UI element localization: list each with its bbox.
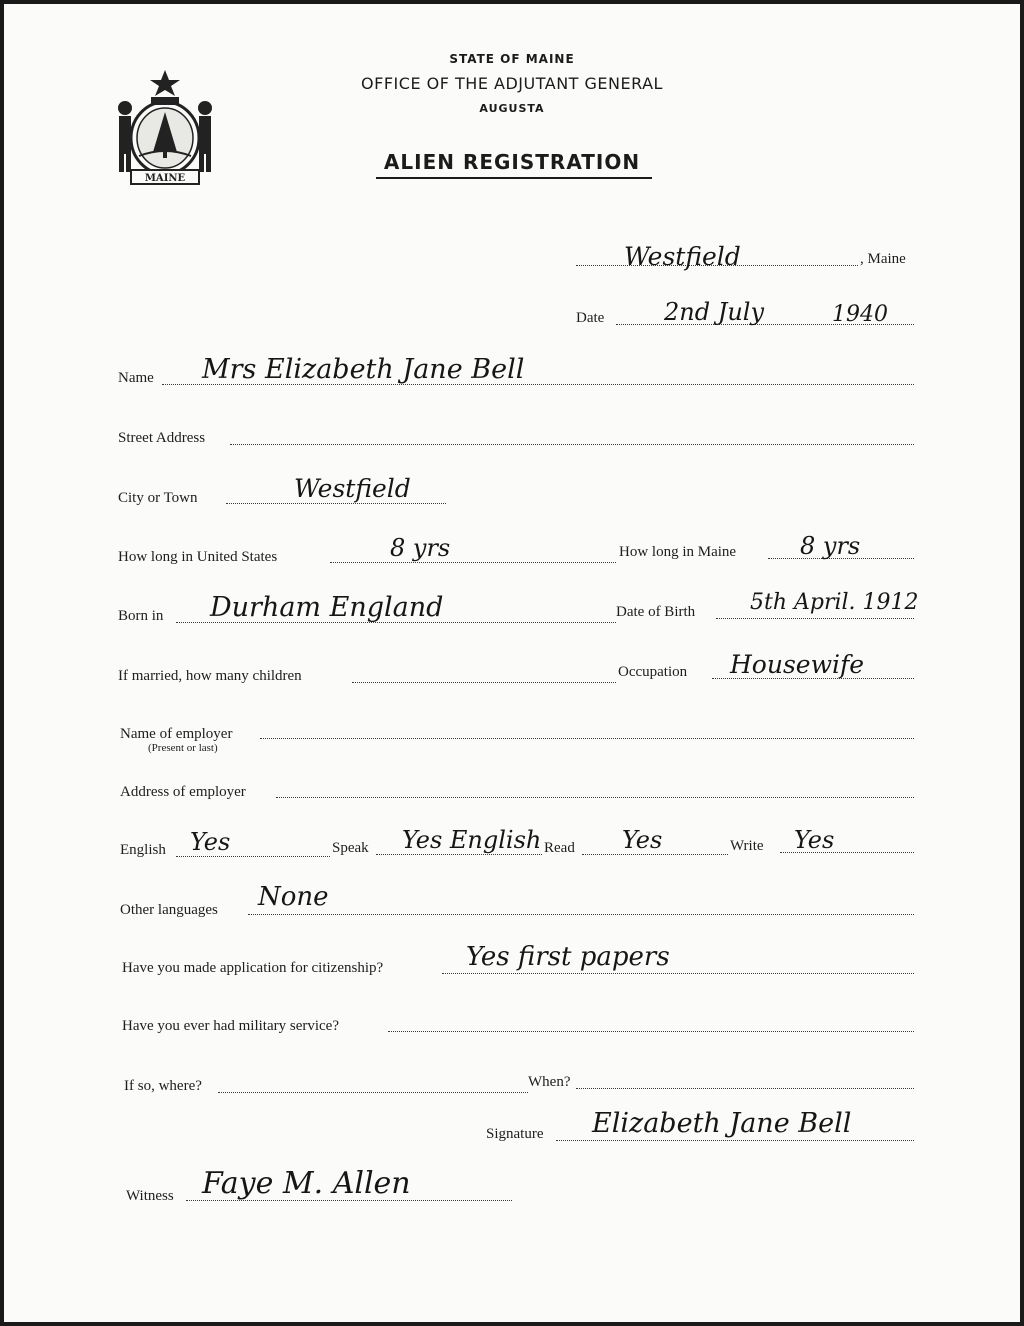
witness-value: Faye M. Allen [202, 1166, 411, 1201]
employer-address-label: Address of employer [120, 784, 246, 800]
form-title: ALIEN REGISTRATION [383, 150, 641, 174]
city-line [226, 503, 446, 504]
military-line [388, 1031, 914, 1032]
when-label: When? [528, 1074, 571, 1090]
speak-label: Speak [332, 840, 369, 856]
write-value: Yes [794, 826, 835, 854]
dob-line [716, 618, 914, 619]
when-line [576, 1088, 914, 1089]
name-value: Mrs Elizabeth Jane Bell [202, 354, 525, 385]
dob-value: 5th April. 1912 [750, 590, 919, 615]
read-value: Yes [622, 826, 663, 854]
signature-value: Elizabeth Jane Bell [592, 1108, 852, 1139]
city-value: Westfield [294, 474, 411, 503]
occupation-value: Housewife [730, 650, 865, 679]
english-label: English [120, 842, 166, 858]
dob-label: Date of Birth [616, 604, 696, 620]
signature-label: Signature [486, 1126, 544, 1142]
military-label: Have you ever had military service? [122, 1018, 339, 1034]
maine-duration-label: How long in Maine [619, 544, 737, 560]
read-line [582, 854, 728, 855]
employer-label: Name of employer [120, 726, 233, 742]
witness-label: Witness [126, 1188, 174, 1204]
city-label: City or Town [118, 490, 198, 506]
languages-label: Other languages [120, 902, 218, 918]
languages-value: None [258, 882, 329, 912]
us-duration-value: 8 yrs [390, 534, 451, 562]
title-underline [376, 177, 652, 179]
citizenship-value: Yes first papers [466, 942, 670, 972]
read-label: Read [544, 840, 575, 856]
citizenship-label: Have you made application for citizenship? [122, 960, 384, 976]
write-label: Write [730, 838, 764, 854]
office-heading: OFFICE OF THE ADJUTANT GENERAL [361, 74, 663, 93]
city-heading: AUGUSTA [479, 102, 545, 115]
english-line [176, 856, 330, 857]
signature-line [556, 1140, 914, 1141]
date-year: 1940 [832, 302, 888, 327]
speak-line [376, 854, 542, 855]
street-label: Street Address [118, 430, 206, 446]
occupation-label: Occupation [618, 664, 688, 680]
date-label: Date [576, 310, 605, 326]
children-line [352, 682, 616, 683]
street-line [230, 444, 914, 445]
languages-line [248, 914, 914, 915]
town-label: , Maine [860, 251, 906, 267]
date-value: 2nd July [664, 298, 765, 326]
employer-address-line [276, 797, 914, 798]
town-value: Westfield [624, 242, 741, 271]
employer-line [260, 738, 914, 739]
maine-duration-value: 8 yrs [800, 532, 861, 560]
birthplace-value: Durham England [210, 592, 444, 623]
children-label: If married, how many children [118, 668, 302, 684]
citizenship-line [442, 973, 914, 974]
name-label: Name [118, 370, 154, 386]
us-duration-label: How long in United States [118, 549, 278, 565]
employer-sublabel: (Present or last) [148, 742, 218, 754]
birthplace-label: Born in [118, 608, 164, 624]
where-label: If so, where? [124, 1078, 202, 1094]
registration-form-page [4, 4, 1020, 1322]
where-line [218, 1092, 528, 1093]
us-duration-line [330, 562, 616, 563]
seal-banner-text: MAINE [144, 173, 186, 184]
state-heading: STATE OF MAINE [449, 52, 575, 66]
speak-value: Yes English [402, 826, 542, 854]
english-value: Yes [190, 828, 231, 856]
